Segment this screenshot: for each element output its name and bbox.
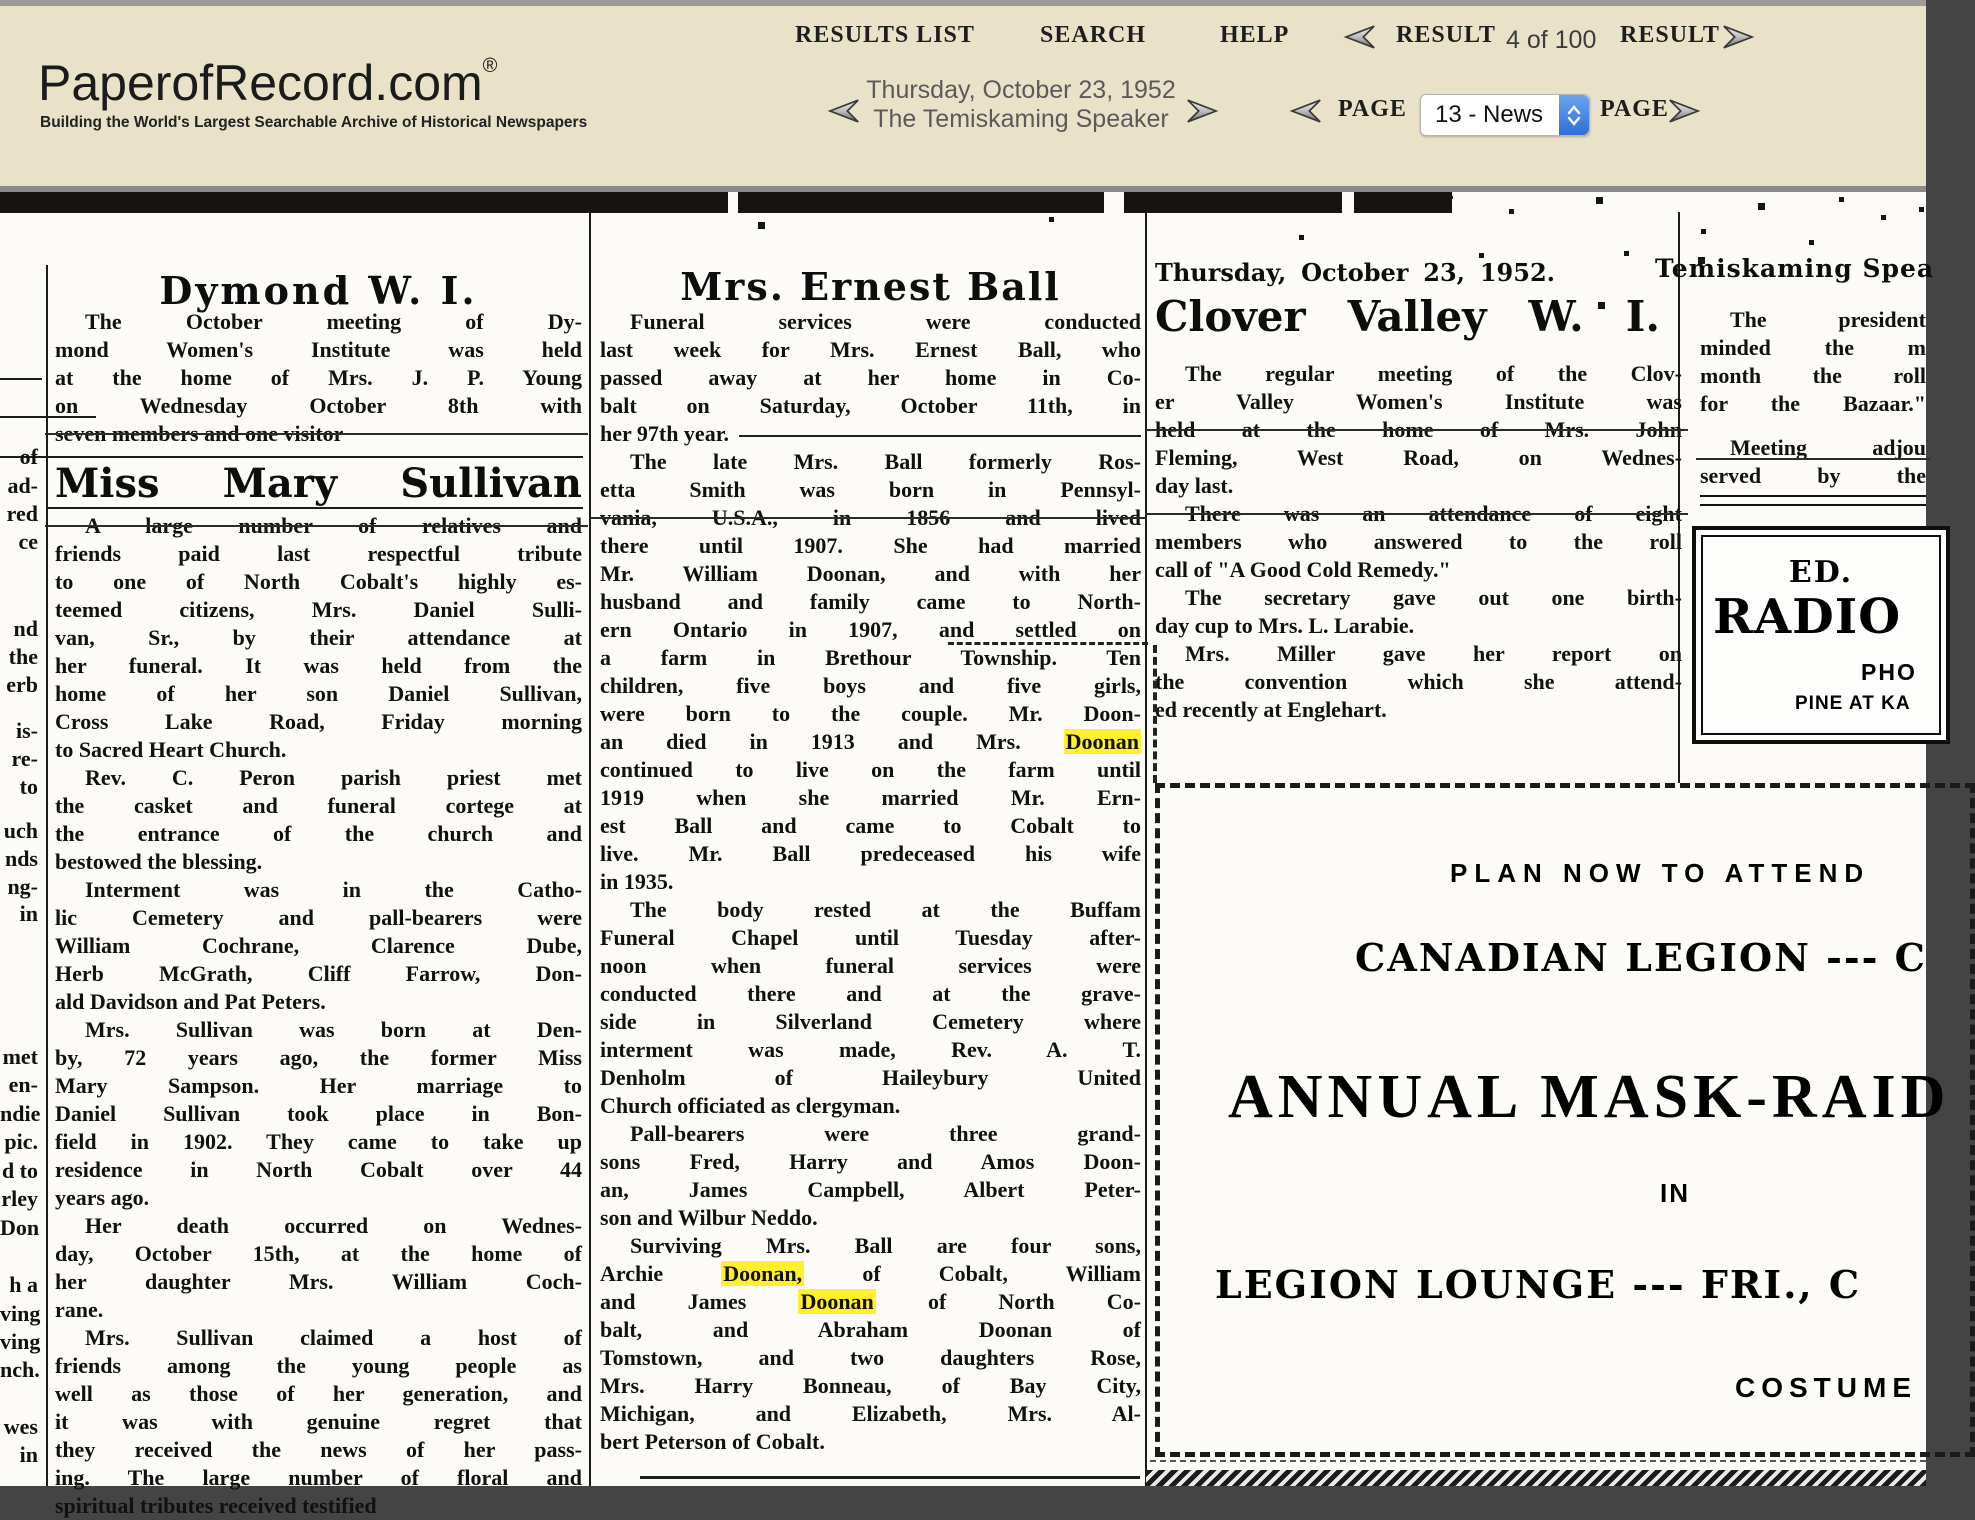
article-dymond-wi — [55, 308, 582, 448]
radio-ad-inner-border — [1701, 535, 1941, 735]
news-paragraph — [55, 1016, 582, 1212]
news-paragraph — [600, 1120, 1141, 1232]
site-logo-text: PaperofRecord.com — [38, 55, 483, 111]
cut-word-fragment: nds — [4, 846, 38, 871]
news-paragraph — [1155, 500, 1682, 584]
search-hit-highlight: Doonan, — [723, 1261, 803, 1286]
news-text: her 97th year. — [600, 421, 729, 446]
news-line: field in 1902. They came to take up — [55, 1129, 582, 1154]
news-line: day last. — [1155, 473, 1234, 498]
legion-ad-maskraid-line: ANNUAL MASK-RAID — [1228, 1063, 1951, 1131]
news-line: Cross Lake Road, Friday morning — [55, 709, 582, 734]
news-line: 1919 when she married Mr. Ern- — [600, 785, 1141, 810]
cut-word-fragment: ving — [0, 1301, 41, 1326]
site-tagline: Building the World's Largest Searchable Archive of Historical Newspapers — [40, 114, 588, 131]
cut-word-fragment: d to — [1, 1158, 38, 1183]
chevron-down-icon — [1568, 117, 1580, 125]
article-clover-valley-wi — [1155, 360, 1682, 724]
news-line: live. Mr. Ball predeceased his wife — [600, 841, 1141, 866]
news-line: lic Cemetery and pall-bearers were — [55, 905, 582, 930]
news-paragraph — [1155, 640, 1682, 724]
news-text: Archie — [600, 1261, 722, 1286]
news-line: Rev. C. Peron parish priest met — [85, 765, 582, 790]
cut-word-fragment: of — [19, 444, 38, 469]
news-line: an, James Campbell, Albert Peter- — [600, 1177, 1141, 1202]
next-issue-arrow-icon[interactable] — [1186, 98, 1220, 124]
article-mrs-ernest-ball — [600, 308, 1141, 1456]
radio-ad-line4: PINE AT KA — [1795, 693, 1911, 714]
news-line: balt, and Abraham Doonan of — [600, 1317, 1141, 1342]
cut-article-fragment — [1700, 306, 1926, 490]
news-line: in 1935. — [600, 869, 674, 894]
cut-word-fragment: ving — [0, 1329, 41, 1354]
news-line: The late Mrs. Ball formerly Ros- — [630, 449, 1141, 474]
news-line: ed recently at Englehart. — [1155, 697, 1387, 722]
search-hit-highlight: Doonan — [800, 1289, 874, 1314]
news-line: bestowed the blessing. — [55, 849, 263, 874]
headline-rule — [0, 456, 583, 458]
news-line: month the roll — [1700, 363, 1926, 388]
news-line: Herb McGrath, Cliff Farrow, Don- — [55, 961, 582, 986]
headline-rule — [48, 507, 583, 509]
news-line: The regular meeting of the Clov- — [1185, 361, 1682, 386]
news-line: Mrs. Sullivan claimed a host of — [85, 1325, 582, 1350]
page-bottom-hatch-edge — [1146, 1470, 1926, 1486]
news-line: The body rested at the Buffam — [630, 897, 1141, 922]
legion-ad-in-line: IN — [1660, 1178, 1690, 1208]
headline-miss-mary-sullivan: Miss Mary Sullivan — [55, 460, 582, 507]
cut-word-fragment: met — [2, 1044, 38, 1069]
margin-rule — [0, 378, 42, 380]
news-line: to Sacred Heart Church. — [55, 737, 287, 762]
news-line: years ago. — [55, 1185, 150, 1210]
headline-mrs-ernest-ball: Mrs. Ernest Ball — [680, 264, 1061, 309]
news-line: sons Fred, Harry and Amos Doon- — [600, 1149, 1141, 1174]
result-position: 4 of 100 — [1506, 26, 1597, 54]
news-paragraph — [1700, 306, 1926, 418]
news-line: side in Silverland Cemetery where — [600, 1009, 1141, 1034]
news-line — [600, 1260, 1141, 1288]
headline-clover-valley-wi: Clover Valley W. I. — [1155, 292, 1660, 341]
prev-result-arrow-icon[interactable] — [1342, 24, 1376, 50]
page-dateline: Thursday, October 23, 1952. — [1155, 258, 1555, 287]
viewer-header — [0, 6, 1926, 186]
news-line — [600, 728, 1141, 756]
page-select-value: 13 - News — [1435, 101, 1544, 128]
news-line: est Ball and came to Cobalt to — [600, 813, 1141, 838]
news-line: ing. The large number of floral and — [55, 1465, 582, 1490]
news-line: friends paid last respectful tribute — [55, 541, 582, 566]
radio-ad-line2: RADIO — [1713, 589, 1902, 645]
news-line: for the Bazaar." — [1700, 391, 1926, 416]
news-line: by, 72 years ago, the former Miss — [55, 1045, 582, 1070]
cut-word-fragment: ng- — [7, 874, 38, 899]
news-line: Daniel Sullivan took place in Bon- — [55, 1101, 582, 1126]
news-line: her funeral. It was held from the — [55, 653, 582, 678]
article-end-rule — [640, 1476, 1140, 1479]
news-paragraph — [600, 308, 1141, 448]
news-line — [600, 420, 1141, 448]
scan-dirt-specks — [1450, 196, 1453, 199]
cut-word-fragment: is- — [16, 718, 38, 743]
legion-ad-lounge-line: LEGION LOUNGE --- FRI., C — [1215, 1262, 1862, 1307]
news-line: Denholm of Haileybury United — [600, 1065, 1141, 1090]
news-line: Mary Sampson. Her marriage to — [55, 1073, 582, 1098]
news-paragraph — [1155, 584, 1682, 640]
news-line: Pall-bearers were three grand- — [630, 1121, 1141, 1146]
radio-ad-line1: ED. — [1788, 555, 1854, 590]
news-line: balt on Saturday, October 11th, in — [600, 393, 1141, 418]
cut-word-fragment: rley — [1, 1186, 38, 1211]
prev-page-link[interactable]: PAGE — [1338, 96, 1407, 122]
next-page-arrow-icon[interactable] — [1668, 98, 1702, 124]
search-link[interactable]: SEARCH — [1040, 22, 1147, 48]
news-line: Surviving Mrs. Ball are four sons, — [630, 1233, 1141, 1258]
news-paragraph — [55, 308, 582, 448]
news-line: the casket and funeral cortege at — [55, 793, 582, 818]
news-line: er Valley Women's Institute was — [1155, 389, 1682, 414]
news-line: Funeral services were conducted — [630, 309, 1141, 334]
chevron-up-icon — [1568, 106, 1580, 114]
news-line: call of "A Good Cold Remedy." — [1155, 557, 1451, 582]
news-line: passed away at her home in Co- — [600, 365, 1141, 390]
news-paragraph — [55, 1212, 582, 1324]
page-bottom-dash-rule — [1150, 1460, 1926, 1462]
double-rule — [1700, 495, 1926, 506]
news-line: home of her son Daniel Sullivan, — [55, 681, 582, 706]
news-line: were born to the couple. Mr. Doon- — [600, 701, 1141, 726]
news-line: friends among the young people as — [55, 1353, 582, 1378]
news-line: teemed citizens, Mrs. Daniel Sulli- — [55, 597, 582, 622]
news-paragraph — [1155, 360, 1682, 500]
scan-edge-black — [0, 192, 1452, 213]
cut-word-fragment: h a — [9, 1272, 38, 1297]
cut-word-fragment: in — [19, 901, 38, 926]
news-line: bert Peterson of Cobalt. — [600, 1429, 825, 1454]
column-rule — [46, 265, 48, 1486]
news-line: noon when funeral services were — [600, 953, 1141, 978]
next-result-arrow-icon[interactable] — [1722, 24, 1756, 50]
news-line: mond Women's Institute was held — [55, 337, 582, 362]
headline-dymond-wi: Dymond W. I. — [159, 268, 478, 313]
news-line: they received the news of her pass- — [55, 1437, 582, 1462]
issue-publication: The Temiskaming Speaker — [873, 105, 1169, 133]
cut-word-fragment: en- — [8, 1072, 38, 1097]
scan-edge-notch — [1342, 192, 1354, 213]
news-line: Tomstown, and two daughters Rose, — [600, 1345, 1141, 1370]
cut-word-fragment: re- — [11, 746, 38, 771]
cut-word-fragment: erb — [6, 672, 38, 697]
legion-ad-plan-line: PLAN NOW TO ATTEND — [1450, 858, 1871, 888]
news-line: day, October 15th, at the home of — [55, 1241, 582, 1266]
news-line: Mr. William Doonan, and with her — [600, 561, 1141, 586]
news-line: members who answered to the roll — [1155, 529, 1682, 554]
news-text: of North Co- — [875, 1289, 1142, 1314]
news-line: children, five boys and five girls, — [600, 673, 1141, 698]
news-line: The secretary gave out one birth- — [1185, 585, 1682, 610]
ad-border-extension — [1153, 645, 1157, 783]
news-line: The president — [1730, 307, 1926, 332]
news-line: Church officiated as clergyman. — [600, 1093, 901, 1118]
next-page-link[interactable]: PAGE — [1600, 96, 1669, 122]
page-select-dropdown[interactable] — [1420, 94, 1590, 136]
prev-result-link[interactable]: RESULT — [1396, 22, 1496, 48]
issue-info — [860, 76, 1182, 134]
news-line: interment was made, Rev. A. T. — [600, 1037, 1141, 1062]
news-line: well as those of her generation, and — [55, 1381, 582, 1406]
news-line: rane. — [55, 1297, 104, 1322]
news-line: Mrs. Miller gave her report on — [1185, 641, 1682, 666]
issue-date: Thursday, October 23, 1952 — [866, 76, 1176, 104]
news-line: at the home of Mrs. J. P. Young — [55, 365, 582, 390]
news-line: day cup to Mrs. L. Larabie. — [1155, 613, 1415, 638]
news-paragraph — [55, 1324, 582, 1520]
cut-word-fragment: uch — [3, 818, 38, 843]
scan-edge-notch — [728, 192, 738, 213]
news-line: A large number of relatives and — [55, 512, 582, 540]
cut-word-fragment: the — [8, 644, 38, 669]
news-line: ald Davidson and Pat Peters. — [55, 989, 326, 1014]
news-line: Interment was in the Catho- — [85, 877, 582, 902]
search-hit-highlight: Doonan — [1065, 729, 1139, 754]
cut-word-fragment: nch. — [0, 1357, 40, 1382]
news-line: the convention which she attend- — [1155, 669, 1682, 694]
cut-word-fragment: Don — [0, 1215, 40, 1240]
news-line: served by the — [1700, 463, 1926, 488]
cut-word-fragment: wes — [3, 1414, 38, 1439]
legion-ad-title-line: CANADIAN LEGION --- C — [1355, 935, 1927, 980]
news-line: vania, U.S.A., in 1856 and lived — [600, 505, 1141, 530]
column-rule — [1145, 212, 1147, 1486]
news-line: her daughter Mrs. William Coch- — [55, 1269, 582, 1294]
news-line: son and Wilbur Neddo. — [600, 1205, 818, 1230]
cut-word-fragment: pic. — [4, 1129, 38, 1154]
news-line: conducted there and at the grave- — [600, 981, 1141, 1006]
news-text: of Cobalt, William — [804, 1261, 1141, 1286]
scan-edge-notch — [1104, 192, 1124, 213]
news-paragraph — [55, 512, 582, 764]
news-line: held at the home of Mrs. John — [1155, 417, 1682, 442]
news-paragraph — [55, 876, 582, 1016]
article-miss-mary-sullivan — [55, 512, 582, 1518]
news-line: Fleming, West Road, on Wednes- — [1155, 445, 1682, 470]
news-line: Her death occurred on Wednes- — [85, 1213, 582, 1238]
news-line: Mrs. Sullivan was born at Den- — [85, 1017, 582, 1042]
legion-ad-costume-line: COSTUME — [1735, 1372, 1917, 1403]
news-paragraph — [1700, 434, 1926, 490]
news-line: seven members and one visitor — [55, 420, 582, 448]
news-line: There was an attendance of eight — [1155, 500, 1682, 528]
prev-page-arrow-icon[interactable] — [1288, 98, 1322, 124]
masthead-fragment: Temiskaming Spea — [1655, 254, 1935, 283]
column-rule — [589, 212, 591, 1486]
news-paragraph — [600, 1232, 1141, 1456]
radio-ad-box — [1692, 526, 1950, 744]
news-line: Meeting adjou — [1700, 434, 1926, 462]
news-line: the entrance of the church and — [55, 821, 582, 846]
site-logo — [38, 54, 497, 112]
cut-word-fragment: to — [19, 774, 38, 799]
news-line: continued to live on the farm until — [600, 757, 1141, 782]
select-stepper-icon — [1559, 95, 1589, 135]
news-line: Funeral Chapel until Tuesday after- — [600, 925, 1141, 950]
cut-word-fragment: in — [19, 1442, 38, 1467]
news-line: Michigan, and Elizabeth, Mrs. Al- — [600, 1401, 1141, 1426]
news-line: Mrs. Harry Bonneau, of Bay City, — [600, 1373, 1141, 1398]
news-text: and James — [600, 1289, 799, 1314]
results-list-link[interactable]: RESULTS LIST — [795, 22, 975, 48]
news-line: The October meeting of Dy- — [85, 309, 582, 334]
registered-mark: ® — [482, 55, 498, 77]
news-line: on Wednesday October 8th with — [55, 393, 582, 418]
news-line: to one of North Cobalt's highly es- — [55, 569, 582, 594]
cut-word-fragment: ce — [18, 529, 38, 554]
news-line — [600, 1288, 1141, 1316]
news-line: William Cochrane, Clarence Dube, — [55, 933, 582, 958]
news-line: there until 1907. She had married — [600, 533, 1141, 558]
news-line: a farm in Brethour Township. Ten — [600, 645, 1141, 670]
prev-issue-arrow-icon[interactable] — [826, 98, 860, 124]
news-paragraph — [600, 896, 1141, 1120]
news-line: ern Ontario in 1907, and settled on — [600, 617, 1141, 642]
news-line: husband and family came to North- — [600, 589, 1141, 614]
radio-ad-line3: PHO — [1861, 659, 1917, 685]
help-link[interactable]: HELP — [1220, 22, 1290, 48]
news-text: an died in 1913 and Mrs. — [600, 729, 1064, 754]
next-result-link[interactable]: RESULT — [1620, 22, 1720, 48]
news-line: minded the m — [1700, 335, 1926, 360]
news-paragraph — [55, 764, 582, 876]
news-line: residence in North Cobalt over 44 — [55, 1157, 582, 1182]
cut-word-fragment: red — [6, 501, 38, 526]
news-paragraph — [600, 448, 1141, 896]
news-line: van, Sr., by their attendance at — [55, 625, 582, 650]
news-line: etta Smith was born in Pennsyl- — [600, 477, 1141, 502]
cut-word-fragment: nd — [13, 616, 38, 641]
news-line: it was with genuine regret that — [55, 1409, 582, 1434]
cut-word-fragment: ndie — [0, 1101, 41, 1126]
news-line: spiritual tributes received testified — [55, 1493, 377, 1518]
cut-word-fragment: ad- — [7, 473, 38, 498]
news-line: last week for Mrs. Ernest Ball, who — [600, 337, 1141, 362]
